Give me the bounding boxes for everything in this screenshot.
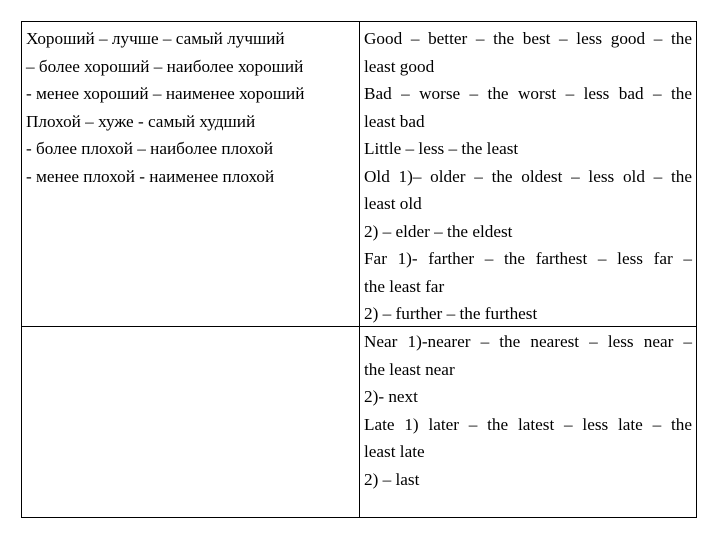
text-line: 2)- next: [364, 387, 418, 406]
text-line: Late 1) later – the latest – less late – the: [364, 414, 692, 434]
comparison-table: [21, 21, 697, 518]
text-line: 2) – further – the furthest: [364, 304, 538, 323]
text-line: - более плохой – наиболее плохой: [26, 139, 274, 158]
russian-adjectives-cell: [26, 25, 358, 190]
english-adjectives-cell-1: [364, 25, 692, 328]
text-line: - менее хороший – наименее хороший: [26, 84, 305, 103]
text-line: least good: [364, 56, 435, 76]
text-line: least old: [364, 194, 422, 213]
text-line: 2) – elder – the eldest: [364, 221, 513, 241]
text-line: the least far: [364, 276, 445, 296]
text-line: least late: [364, 442, 425, 461]
text-line: Far 1)- farther – the farthest – less far –: [364, 249, 692, 268]
text-line: least bad: [364, 111, 425, 131]
english-adjectives-cell-2: [364, 328, 692, 493]
text-line: Bad – worse – the worst – less bad – the: [364, 84, 692, 103]
text-line: the least near: [364, 359, 455, 379]
text-line: 2) – last: [364, 469, 420, 489]
text-line: Old 1)– older – the oldest – less old – the: [364, 166, 692, 186]
text-line: Good – better – the best – less good – the: [364, 29, 692, 48]
text-line: Плохой – хуже - самый худший: [26, 111, 256, 131]
column-divider: [359, 22, 360, 517]
text-line: Near 1)-nearer – the nearest – less near –: [364, 332, 692, 351]
text-line: Little – less – the least: [364, 139, 519, 158]
text-line: Хороший – лучше – самый лучший: [26, 29, 285, 48]
text-line: – более хороший – наиболее хороший: [26, 56, 304, 76]
text-line: - менее плохой - наименее плохой: [26, 166, 275, 186]
